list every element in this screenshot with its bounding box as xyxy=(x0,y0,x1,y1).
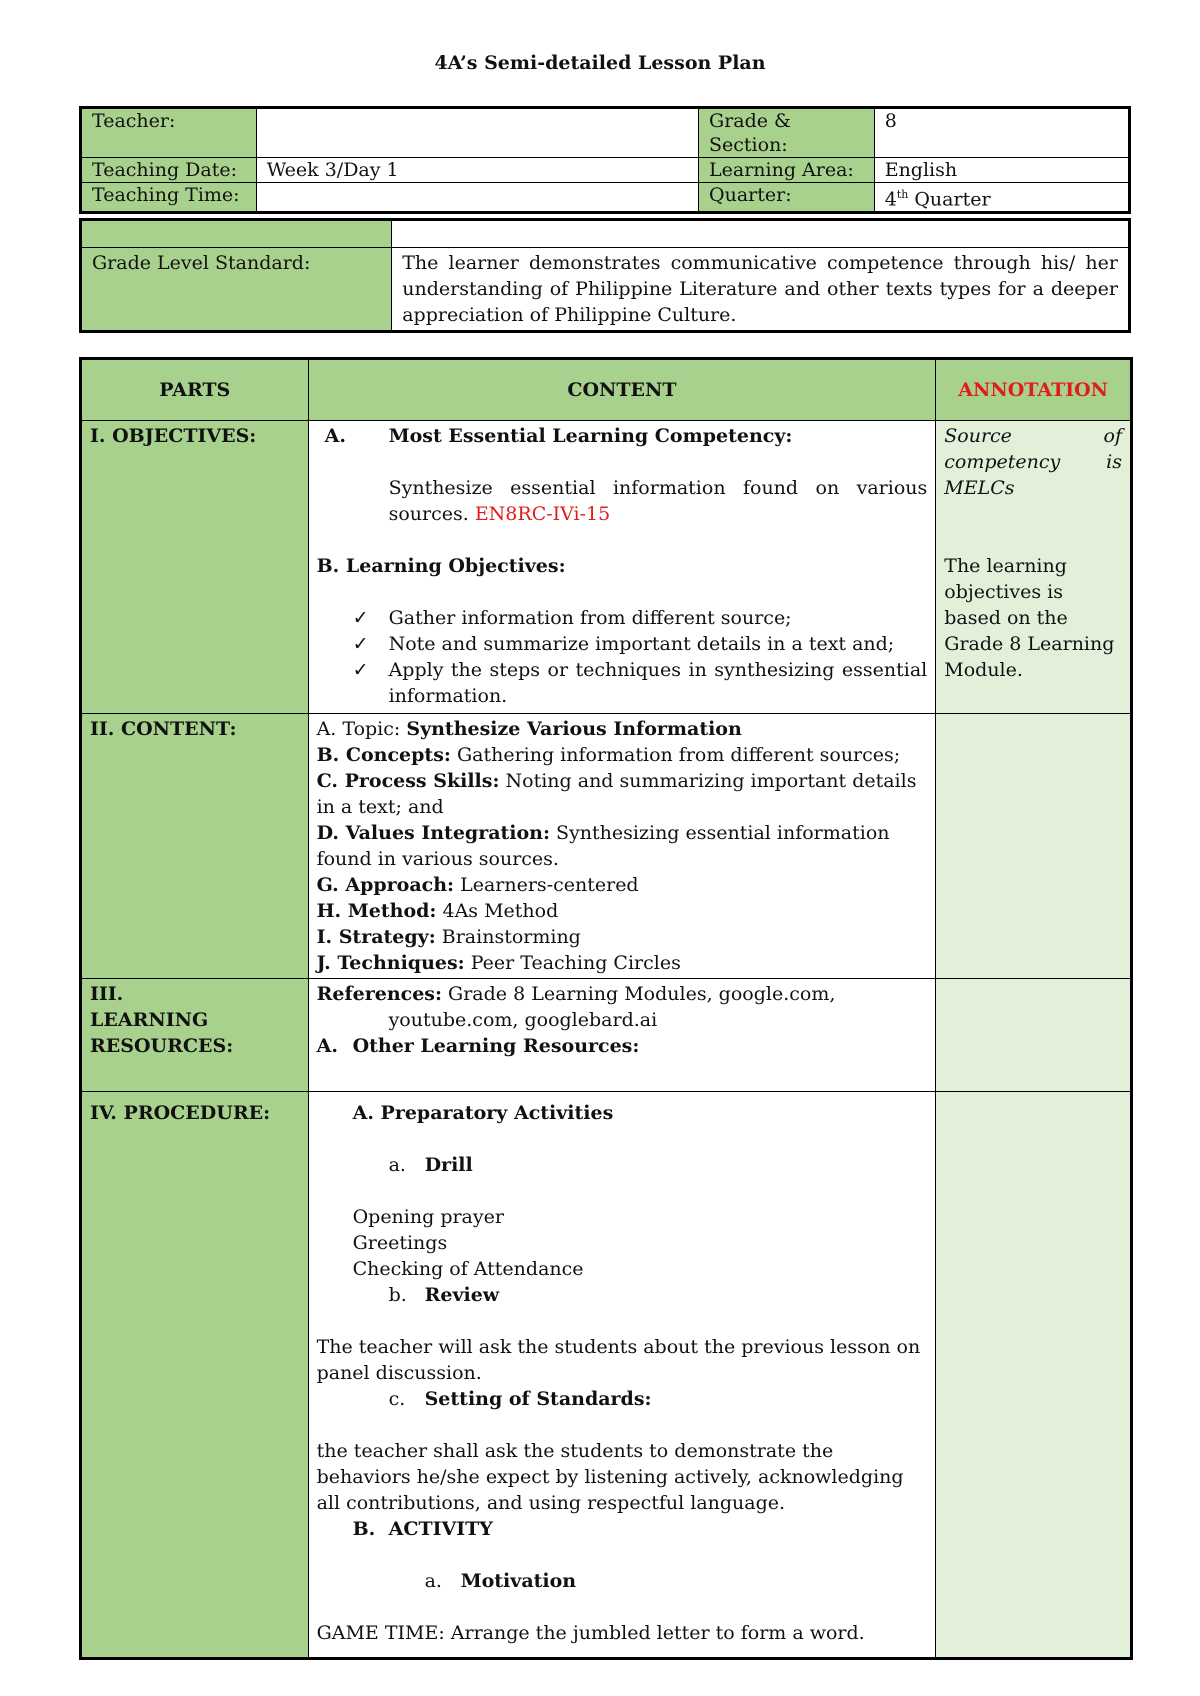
content-details xyxy=(308,714,936,979)
objectives-content xyxy=(308,421,936,714)
parts-header: PARTS xyxy=(81,359,309,421)
strategy-line: I. Strategy: Brainstorming xyxy=(316,926,581,948)
quarter-value: 4th Quarter xyxy=(874,183,1129,213)
references-line: References: Grade 8 Learning Modules, google.com, xyxy=(316,983,836,1005)
motivation-heading: a. Motivation xyxy=(424,1570,577,1592)
content-header: CONTENT xyxy=(308,359,936,421)
content-annotation xyxy=(936,714,1132,979)
objectives-annotation xyxy=(936,421,1132,714)
game-time-text: GAME TIME: Arrange the jumbled letter to form a word. xyxy=(316,1622,865,1644)
concepts-line: B. Concepts: Gathering information from different sources; xyxy=(316,744,901,766)
learning-area-label: Learning Area: xyxy=(699,158,875,183)
references-line-2: youtube.com, googlebard.ai xyxy=(388,1009,658,1031)
drill-item: Checking of Attendance xyxy=(352,1258,584,1280)
competency-text: Synthesize essential information found on various sources. EN8RC-IVi-15 xyxy=(388,477,928,525)
resources-annotation xyxy=(936,979,1132,1092)
grade-level-standard-text: The learner demonstrates communicative competence through his/ her understanding of Philippine Literature and other texts types for a deeper appreciation of Philippine Culture. xyxy=(392,248,1130,332)
content-part: II. CONTENT: xyxy=(81,714,309,979)
objective-item: ✓ Apply the steps or techniques in synthesizing essential information. xyxy=(317,657,928,709)
drill-item: Greetings xyxy=(352,1232,448,1254)
techniques-line: J. Techniques: Peer Teaching Circles xyxy=(316,952,681,974)
lesson-info-table xyxy=(79,106,1131,214)
annotation-competency-source: Source of competency is MELCs xyxy=(944,425,1122,499)
document-title: 4A’s Semi-detailed Lesson Plan xyxy=(434,52,766,74)
competency-heading: A. Most Essential Learning Competency: xyxy=(324,425,793,447)
standards-table xyxy=(79,218,1131,333)
resources-content xyxy=(308,979,936,1092)
objectives-part: I. OBJECTIVES: xyxy=(81,421,309,714)
topic-line: A. Topic: Synthesize Various Information xyxy=(316,718,742,740)
objective-item: ✓ Note and summarize important details in a text and; xyxy=(317,631,928,657)
objective-item: ✓ Gather information from different source; xyxy=(317,605,928,631)
learning-area-value: English xyxy=(874,158,1129,183)
grade-section-label: Grade & Section: xyxy=(699,108,875,158)
review-text: The teacher will ask the students about the previous lesson on panel discussion. xyxy=(316,1336,921,1384)
teaching-date-label: Teaching Date: xyxy=(81,158,257,183)
process-skills-line: C. Process Skills: Noting and summarizing important details in a text; and xyxy=(316,770,917,818)
approach-line: G. Approach: Learners-centered xyxy=(316,874,639,896)
learning-objectives-heading: B. Learning Objectives: xyxy=(316,555,566,577)
teaching-time-value xyxy=(256,183,698,213)
competency-code: EN8RC-IVi-15 xyxy=(474,503,611,525)
teaching-time-label: Teaching Time: xyxy=(81,183,257,213)
quarter-label: Quarter: xyxy=(699,183,875,213)
teaching-date-value: Week 3/Day 1 xyxy=(256,158,698,183)
procedure-content xyxy=(308,1092,936,1659)
grade-level-standard-label: Grade Level Standard: xyxy=(81,248,392,332)
activity-heading: B. ACTIVITY xyxy=(352,1518,493,1540)
teacher-label: Teacher: xyxy=(81,108,257,158)
setting-standards-text: the teacher shall ask the students to demonstrate the behaviors he/she expect by listening actively, acknowledging all contributions, and using respectful language. xyxy=(316,1440,904,1514)
standards-blank-value xyxy=(392,220,1130,248)
procedure-annotation xyxy=(936,1092,1132,1659)
check-icon: ✓ xyxy=(352,633,369,655)
values-integration-line: D. Values Integration: Synthesizing essential information found in various sources. xyxy=(316,822,890,870)
grade-section-value: 8 xyxy=(874,108,1129,158)
check-icon: ✓ xyxy=(352,607,369,629)
setting-standards-heading: c. Setting of Standards: xyxy=(388,1388,652,1410)
check-icon: ✓ xyxy=(352,659,369,681)
drill-heading: a. Drill xyxy=(388,1154,473,1176)
resources-part: III. LEARNING RESOURCES: xyxy=(81,979,309,1092)
teacher-value xyxy=(256,108,698,158)
annotation-header: ANNOTATION xyxy=(936,359,1132,421)
procedure-part: IV. PROCEDURE: xyxy=(81,1092,309,1659)
method-line: H. Method: 4As Method xyxy=(316,900,559,922)
review-heading: b. Review xyxy=(388,1284,500,1306)
other-resources-heading: A. Other Learning Resources: xyxy=(316,1035,640,1057)
drill-item: Opening prayer xyxy=(352,1206,504,1228)
standards-blank-label xyxy=(81,220,392,248)
lesson-plan-table xyxy=(79,357,1133,1660)
preparatory-heading: A. Preparatory Activities xyxy=(352,1102,614,1124)
annotation-objectives-basis: The learning objectives is based on the Grade 8 Learning Module. xyxy=(944,555,1115,681)
